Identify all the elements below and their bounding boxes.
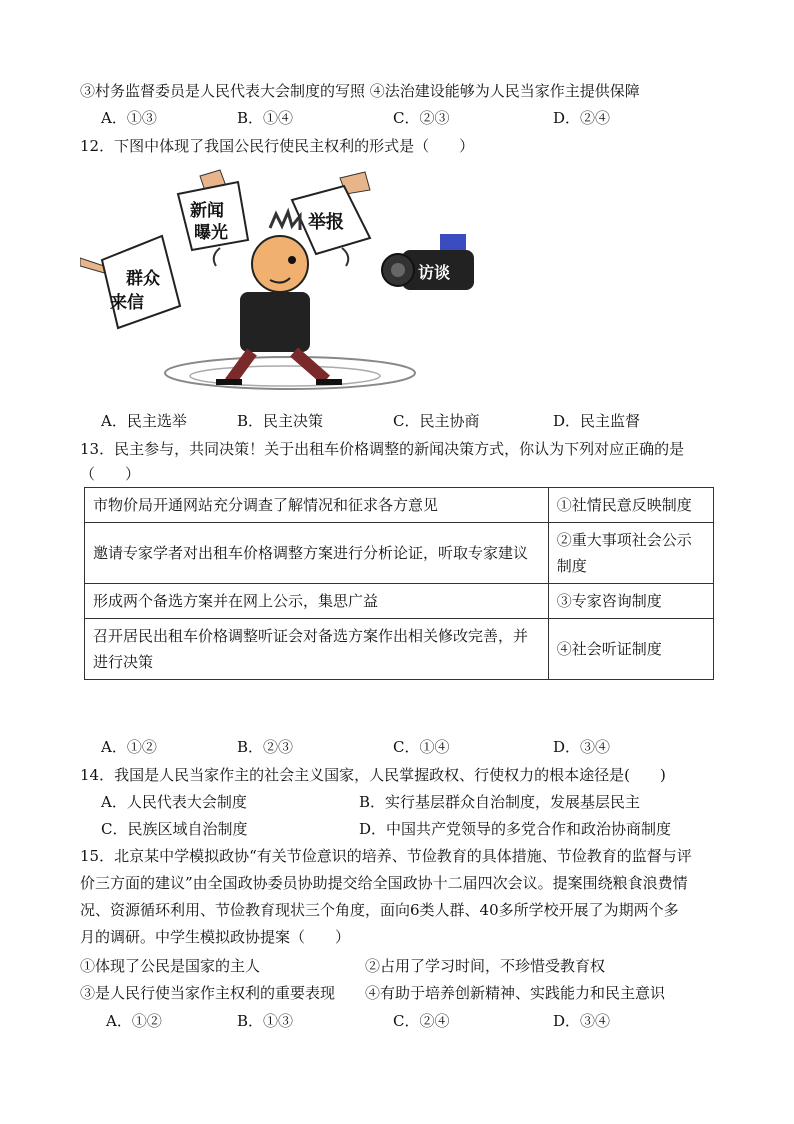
q15-option-d: D．③④ <box>553 1012 611 1030</box>
q15-statement-2: ②占用了学习时间，不珍惜受教育权 <box>365 957 606 975</box>
q11-option-a: A．①③ <box>101 109 157 127</box>
q11-option-c: C．②③ <box>393 109 450 127</box>
news-paper <box>178 170 248 250</box>
q13-stem-line2: （ ） <box>80 465 141 483</box>
q11-option-b: B．①④ <box>237 109 294 127</box>
report-label: 举报 <box>308 212 344 233</box>
table-cell-left: 形成两个备选方案并在网上公示，集思广益 <box>85 584 549 619</box>
q12-option-d: D．民主监督 <box>553 412 641 430</box>
q13-option-c: C．①④ <box>393 738 450 756</box>
q14-option-a: A．人民代表大会制度 <box>101 793 247 811</box>
table-row <box>85 584 714 619</box>
q12-stem: 12．下图中体现了我国公民行使民主权利的形式是（ ） <box>80 137 475 155</box>
q13-option-d: D．③④ <box>553 738 611 756</box>
video-camera <box>382 234 474 290</box>
table-cell-right: ①社情民意反映制度 <box>548 488 713 523</box>
table-cell-left: 召开居民出租车价格调整听证会对备选方案作出相关修改完善，并进行决策 <box>85 619 549 680</box>
q15-stem-line3: 况、资源循环利用、节俭教育现状三个角度，面向6类人群、40多所学校开展了为期两个多 <box>80 901 679 919</box>
letters-envelope <box>80 236 180 328</box>
q14-option-d: D．中国共产党领导的多党合作和政治协商制度 <box>359 820 672 838</box>
table-cell-left: 邀请专家学者对出租车价格调整方案进行分析论证，听取专家建议 <box>85 523 549 584</box>
q14-option-b: B．实行基层群众自治制度，发展基层民主 <box>359 793 641 811</box>
q15-stem-line4: 月的调研。中学生模拟政协提案（ ） <box>80 928 351 946</box>
q15-option-a: A．①② <box>106 1012 162 1030</box>
table-row <box>85 488 714 523</box>
q15-stem-line1: 15．北京某中学模拟政协“有关节俭意识的培养、节俭教育的具体措施、节俭教育的监督与评 <box>80 847 692 865</box>
q12-option-a: A．民主选举 <box>101 412 187 430</box>
letters-label-bottom: 来信 <box>110 293 144 313</box>
table-row <box>85 619 714 680</box>
table-row <box>85 523 714 584</box>
q12-cartoon <box>80 168 480 396</box>
q14-option-c: C．民族区域自治制度 <box>101 820 248 838</box>
interview-label: 访谈 <box>418 263 451 282</box>
q14-stem: 14．我国是人民当家作主的社会主义国家，人民掌握政权、行使权力的根本途径是( ) <box>80 766 666 784</box>
table-cell-right: ④社会听证制度 <box>548 619 713 680</box>
q13-option-b: B．②③ <box>237 738 294 756</box>
q11-statements: ③村务监督委员是人民代表大会制度的写照 ④法治建设能够为人民当家作主提供保障 <box>80 82 640 100</box>
q15-stem-line2: 价三方面的建议”由全国政协委员协助提交给全国政协十二届四次会议。提案围绕粮食浪费情 <box>80 874 688 892</box>
q11-option-d: D．②④ <box>553 109 611 127</box>
report-paper <box>292 172 370 254</box>
table-cell-right: ③专家咨询制度 <box>548 584 713 619</box>
news-label-top: 新闻 <box>190 201 224 221</box>
q15-statement-1: ①体现了公民是国家的主人 <box>80 957 261 975</box>
q12-option-b: B．民主决策 <box>237 412 324 430</box>
table-cell-left: 市物价局开通网站充分调查了解情况和征求各方意见 <box>85 488 549 523</box>
table-cell-right: ②重大事项社会公示制度 <box>548 523 713 584</box>
q13-stem-line1: 13．民主参与，共同决策！关于出租车价格调整的新闻决策方式，你认为下列对应正确的是 <box>80 440 685 458</box>
q13-table <box>84 487 714 680</box>
letters-label-top: 群众 <box>126 269 160 289</box>
q15-statement-3: ③是人民行使当家作主权利的重要表现 <box>80 984 336 1002</box>
q12-option-c: C．民主协商 <box>393 412 480 430</box>
q15-option-b: B．①③ <box>237 1012 294 1030</box>
news-label-bottom: 曝光 <box>194 223 228 243</box>
q15-statement-4: ④有助于培养创新精神、实践能力和民主意识 <box>365 984 666 1002</box>
q15-option-c: C．②④ <box>393 1012 450 1030</box>
q13-option-a: A．①② <box>101 738 157 756</box>
